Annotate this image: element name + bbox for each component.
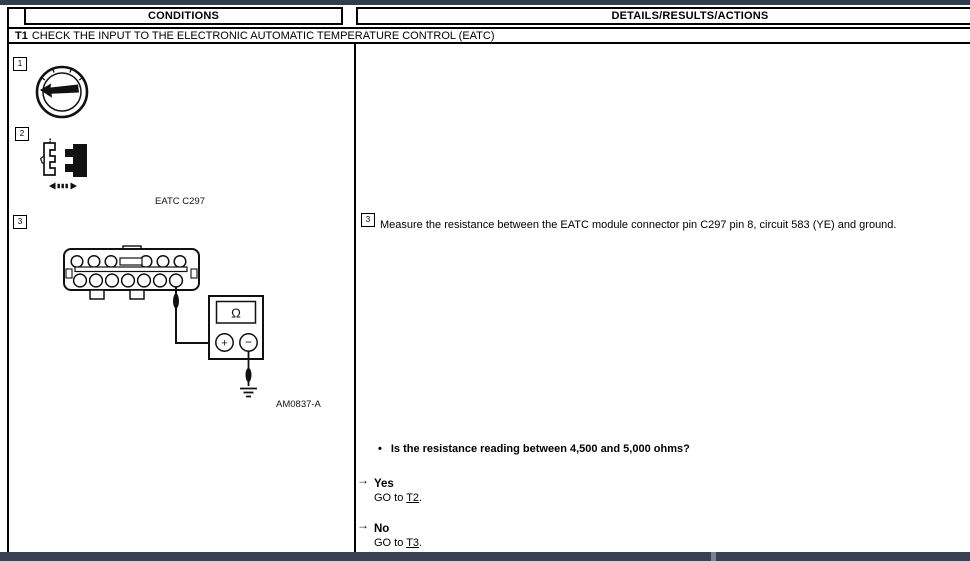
action-text: GO to <box>374 492 407 504</box>
scrollbar-thumb[interactable] <box>711 552 716 561</box>
link-t3[interactable]: T3 <box>406 537 420 549</box>
result-arrow-icon: → <box>357 473 369 487</box>
column-header-details <box>356 7 970 25</box>
connector-caption: EATC C297 <box>155 196 205 207</box>
action-text: GO to <box>374 537 407 549</box>
table-left-border <box>7 7 9 552</box>
figure-number-label: AM0837-A <box>276 399 321 410</box>
column-header-conditions <box>24 7 343 25</box>
result-yes-action <box>374 492 422 504</box>
test-title-row <box>7 27 970 44</box>
male-connector-shape <box>65 144 87 177</box>
question-text: Is the resistance reading between 4,500 and 5,000 ohms? <box>390 443 690 455</box>
ground-symbol-icon <box>240 389 257 397</box>
result-no-label: No <box>374 523 390 535</box>
ignition-key-off-icon <box>34 64 90 120</box>
window-top-edge <box>0 0 970 5</box>
test-id: T1 <box>15 29 28 42</box>
link-t2[interactable]: T2 <box>406 492 420 504</box>
table-border-segment <box>7 7 26 9</box>
step-3-number-left: 3 <box>13 215 27 229</box>
action-suffix: . <box>419 537 423 549</box>
ohmmeter-icon <box>209 296 263 359</box>
step-2-number: 2 <box>15 127 29 141</box>
positive-terminal-label: + <box>221 337 228 350</box>
female-connector-shape <box>44 143 55 175</box>
column-divider <box>354 44 356 552</box>
connector-face <box>64 246 199 299</box>
conditions-header-label: CONDITIONS <box>147 10 220 22</box>
disconnect-arrow-icon <box>49 183 77 190</box>
test-probe <box>173 294 179 309</box>
test-title: CHECK THE INPUT TO THE ELECTRONIC AUTOMATIC TEMPERATURE CONTROL (EATC) <box>31 29 495 42</box>
details-header-label: DETAILS/RESULTS/ACTIONS <box>611 10 769 22</box>
disconnect-connector-icon <box>40 138 88 192</box>
horizontal-scrollbar[interactable] <box>0 552 970 561</box>
connector-ohmmeter-diagram <box>55 243 340 405</box>
result-question <box>378 443 690 455</box>
bullet-icon: • <box>378 443 382 455</box>
negative-terminal-label: − <box>244 335 253 349</box>
action-suffix: . <box>419 492 423 504</box>
step-3-instruction: Measure the resistance between the EATC module connector pin C297 pin 8, circuit 583 (YE) and ground. <box>380 219 897 231</box>
step-1-number: 1 <box>13 57 27 71</box>
result-yes-label: Yes <box>374 478 394 490</box>
test-probe <box>246 368 252 382</box>
ohm-symbol: Ω <box>231 305 241 321</box>
step-3-number-right: 3 <box>361 213 375 227</box>
result-arrow-icon: → <box>357 518 369 532</box>
result-no-action <box>374 537 422 549</box>
connector-latch-tab <box>41 156 44 163</box>
